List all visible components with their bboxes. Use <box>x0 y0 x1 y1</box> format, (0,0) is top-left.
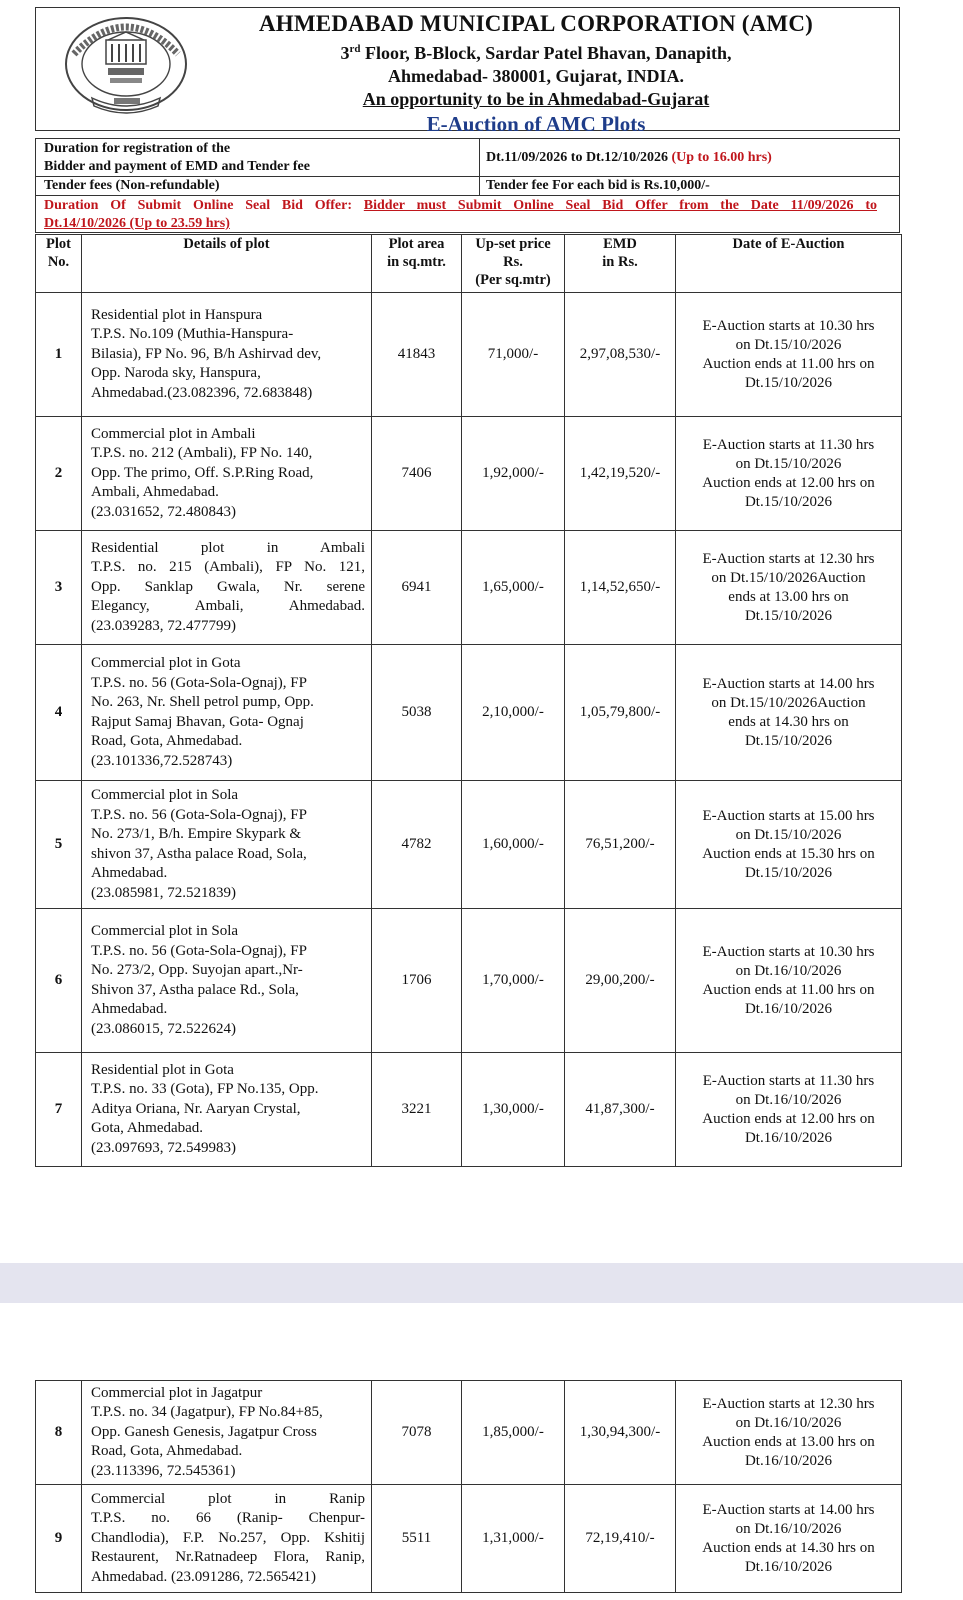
auction-date-line: E-Auction starts at 12.30 hrs <box>702 550 875 567</box>
table-row <box>36 1381 902 1485</box>
plot-area: 3221 <box>372 1053 462 1167</box>
plot-details <box>82 1485 372 1593</box>
plot-area: 6941 <box>372 531 462 645</box>
plot-details <box>82 531 372 645</box>
plot-details-line: T.P.S. no. 34 (Jagatpur), FP No.84+85, <box>91 1404 323 1421</box>
plot-details-line: T.P.S. no. 66 (Ranip- Chenpur- <box>91 1510 365 1527</box>
plot-details <box>82 1053 372 1167</box>
org-title: AHMEDABAD MUNICIPAL CORPORATION (AMC) <box>258 11 814 36</box>
upset-price: 1,30,000/- <box>462 1053 565 1167</box>
auction-date-line: on Dt.16/10/2026 <box>735 1091 842 1108</box>
plot-details-line: (23.086015, 72.522624) <box>91 1020 236 1037</box>
plot-number: 3 <box>36 531 82 645</box>
auction-date-line: on Dt.16/10/2026 <box>735 1414 842 1431</box>
emd-amount: 29,00,200/- <box>565 909 676 1053</box>
plot-details-line: (23.039283, 72.477799) <box>91 617 236 634</box>
plot-details-line: Gota, Ahmedabad. <box>91 1120 204 1137</box>
auction-date <box>676 293 902 417</box>
registration-label-line-2: Bidder and payment of EMD and Tender fee <box>44 159 310 174</box>
plot-details-line: T.P.S. no. 56 (Gota-Sola-Ognaj), FP <box>91 674 307 691</box>
auction-date-line: Dt.16/10/2026 <box>744 1129 833 1146</box>
tender-value: Tender fee For each bid is Rs.10,000/- <box>486 178 710 193</box>
plot-details-line: No. 263, Nr. Shell petrol pump, Opp. <box>91 694 314 710</box>
tagline: An opportunity to be in Ahmedabad-Gujarat <box>362 89 710 109</box>
address-line-1: 3rd Floor, B-Block, Sardar Patel Bhavan, Danapith, <box>340 43 732 63</box>
plot-details-line: Opp. Naroda sky, Hanspura, <box>91 365 261 382</box>
col-plot-no: Plot No. <box>36 235 82 293</box>
auction-date-line: on Dt.15/10/2026 <box>735 455 842 472</box>
emd-amount: 72,19,410/- <box>565 1485 676 1593</box>
plot-details-line: Opp. The primo, Off. S.P.Ring Road, <box>91 464 314 481</box>
auction-date <box>676 1381 902 1485</box>
auction-date-line: on Dt.16/10/2026 <box>735 1520 842 1537</box>
plot-area: 5038 <box>372 645 462 781</box>
col-auction-date: Date of E-Auction <box>676 235 902 293</box>
seal-bid-cell <box>35 195 900 233</box>
plot-area: 1706 <box>372 909 462 1053</box>
plot-details-line: T.P.S. no. 215 (Ambali), FP No. 121, <box>91 559 365 576</box>
auction-date-line: E-Auction starts at 15.00 hrs <box>702 807 875 824</box>
auction-date <box>676 645 902 781</box>
plot-details-line: No. 273/2, Opp. Suyojan apart.,Nr- <box>91 962 303 978</box>
tender-label: Tender fees (Non-refundable) <box>44 178 220 193</box>
emd-amount: 1,30,94,300/- <box>565 1381 676 1485</box>
auction-date-line: Dt.15/10/2026 <box>744 864 833 881</box>
auction-date <box>676 1053 902 1167</box>
table-row <box>36 1485 902 1593</box>
upset-price: 1,70,000/- <box>462 909 565 1053</box>
auction-date-line: on Dt.15/10/2026Auction <box>711 694 866 711</box>
plot-number: 2 <box>36 417 82 531</box>
auction-date-line: Dt.16/10/2026 <box>744 1558 833 1575</box>
upset-price: 1,60,000/- <box>462 781 565 909</box>
plot-details-line: Bilasia), FP No. 96, B/h Ashirvad dev, <box>91 345 322 362</box>
table-row <box>36 293 902 417</box>
auction-date-line: Dt.15/10/2026 <box>744 607 833 624</box>
auction-date-line: on Dt.16/10/2026 <box>735 962 842 979</box>
plot-area: 4782 <box>372 781 462 909</box>
auction-date <box>676 781 902 909</box>
auction-date <box>676 1485 902 1593</box>
auction-date-line: Dt.15/10/2026 <box>744 493 833 510</box>
plot-details-line: (23.101336,72.528743) <box>91 752 233 769</box>
plot-details-line: T.P.S. no. 56 (Gota-Sola-Ognaj), FP <box>91 806 307 823</box>
plot-details-line: Commercial plot in Sola <box>91 923 239 939</box>
registration-value-cell <box>479 138 900 177</box>
plot-details-line: Opp. Ganesh Genesis, Jagatpur Cross <box>91 1423 317 1440</box>
page-break-gap <box>0 1263 963 1303</box>
upset-price: 1,92,000/- <box>462 417 565 531</box>
plot-details-line: T.P.S. No.109 (Muthia-Hanspura- <box>91 326 294 343</box>
auction-date-line: E-Auction starts at 14.00 hrs <box>702 675 875 692</box>
auction-date-line: Auction ends at 15.30 hrs on <box>702 845 875 862</box>
auction-date-line: Dt.15/10/2026 <box>744 374 833 391</box>
plots-table-continued <box>35 1380 902 1593</box>
plot-details-line: Shivon 37, Astha palace Rd., Sola, <box>91 981 299 998</box>
plot-details-line: Commercial plot in Gota <box>91 655 241 671</box>
emd-amount: 41,87,300/- <box>565 1053 676 1167</box>
plot-details-line: (23.031652, 72.480843) <box>91 503 236 520</box>
plot-area: 5511 <box>372 1485 462 1593</box>
auction-date-line: Auction ends at 12.00 hrs on <box>702 474 875 491</box>
plot-details-line: Commercial plot in Jagatpur <box>91 1384 263 1401</box>
auction-date-line: Auction ends at 11.00 hrs on <box>702 355 875 372</box>
auction-date-line: Auction ends at 12.00 hrs on <box>702 1110 875 1127</box>
auction-date-line: Auction ends at 13.00 hrs on <box>702 1433 875 1450</box>
plot-details-line: Rajput Samaj Bhavan, Gota- Ognaj <box>91 713 304 730</box>
plot-details-line: Restaurent, Nr.Ratnadeep Flora, Ranip, <box>91 1549 365 1566</box>
plot-number: 8 <box>36 1381 82 1485</box>
plot-area: 7406 <box>372 417 462 531</box>
plot-details <box>82 293 372 417</box>
auction-date-line: on Dt.15/10/2026 <box>735 336 842 353</box>
auction-date-line: Dt.15/10/2026 <box>744 732 833 749</box>
auction-date-line: Dt.16/10/2026 <box>744 1452 833 1469</box>
auction-date <box>676 909 902 1053</box>
plot-details-line: (23.113396, 72.545361) <box>91 1462 236 1479</box>
plot-details-line: Ahmedabad. (23.091286, 72.565421) <box>91 1568 316 1585</box>
table-row <box>36 909 902 1053</box>
address-line-2: Ahmedabad- 380001, Gujarat, INDIA. <box>387 66 684 86</box>
upset-price: 71,000/- <box>462 293 565 417</box>
auction-date-line: on Dt.15/10/2026Auction <box>711 569 866 586</box>
plot-details-line: T.P.S. no. 212 (Ambali), FP No. 140, <box>91 445 313 462</box>
info-block <box>35 138 900 235</box>
plot-details-line: Chandlodia), F.P. No.257, Opp. Kshitij <box>91 1529 365 1546</box>
registration-label-line-1: Duration for registration of the <box>44 141 231 156</box>
plot-details-line: Ahmedabad.(23.082396, 72.683848) <box>91 384 313 401</box>
upset-price: 2,10,000/- <box>462 645 565 781</box>
plot-details-line: Opp. Sanklap Gwala, Nr. serene <box>91 578 365 595</box>
plot-number: 6 <box>36 909 82 1053</box>
plot-details <box>82 781 372 909</box>
seal-bid-text-2: Dt.14/10/2026 (Up to 23.59 hrs) <box>44 216 230 231</box>
plot-details-line: Commercial plot in Ambali <box>91 425 256 442</box>
tender-value-cell <box>479 176 900 196</box>
col-upset-price: Up-set price Rs. (Per sq.mtr) <box>462 235 565 293</box>
emd-amount: 76,51,200/- <box>565 781 676 909</box>
emd-amount: 1,42,19,520/- <box>565 417 676 531</box>
tender-label-cell <box>35 176 480 196</box>
plot-details <box>82 1381 372 1485</box>
plot-details-line: Ambali, Ahmedabad. <box>91 484 219 501</box>
table-row <box>36 1053 902 1167</box>
plot-details-line: Residential plot in Hanspura <box>91 306 263 323</box>
auction-date-line: E-Auction starts at 11.30 hrs <box>702 1072 875 1089</box>
plot-details-line: Aditya Oriana, Nr. Aaryan Crystal, <box>91 1100 301 1117</box>
amc-seal-logo <box>62 14 190 118</box>
table-row <box>36 781 902 909</box>
auction-date <box>676 531 902 645</box>
plot-details-line: (23.097693, 72.549983) <box>91 1139 236 1156</box>
plot-details-line: Ahmedabad. <box>91 1001 168 1017</box>
plot-details <box>82 909 372 1053</box>
auction-date-line: E-Auction starts at 10.30 hrs <box>702 943 875 960</box>
plot-details-line: T.P.S. no. 56 (Gota-Sola-Ognaj), FP <box>91 942 307 959</box>
plot-details-line: No. 273/1, B/h. Empire Skypark & <box>91 826 301 842</box>
auction-date-line: Auction ends at 14.30 hrs on <box>702 1539 875 1556</box>
table-row <box>36 645 902 781</box>
plot-details-line: Residential plot in Gota <box>91 1061 234 1078</box>
auction-date-line: Auction ends at 11.00 hrs on <box>702 981 875 998</box>
notice-header <box>35 7 900 136</box>
col-details: Details of plot <box>82 235 372 293</box>
upset-price: 1,31,000/- <box>462 1485 565 1593</box>
plot-details-line: Residential plot in Ambali <box>91 539 365 556</box>
auction-date-line: E-Auction starts at 12.30 hrs <box>702 1395 875 1412</box>
plot-number: 9 <box>36 1485 82 1593</box>
upset-price: 1,65,000/- <box>462 531 565 645</box>
emd-amount: 1,05,79,800/- <box>565 645 676 781</box>
col-emd: EMD in Rs. <box>565 235 676 293</box>
emd-amount: 1,14,52,650/- <box>565 531 676 645</box>
plot-area: 41843 <box>372 293 462 417</box>
registration-label-cell <box>35 138 480 177</box>
seal-bid-label: Duration Of Submit Online Seal Bid Offer: <box>44 198 352 213</box>
plot-number: 5 <box>36 781 82 909</box>
plot-number: 1 <box>36 293 82 417</box>
plot-details-line: T.P.S. no. 33 (Gota), FP No.135, Opp. <box>91 1081 319 1098</box>
auction-date-line: ends at 14.30 hrs on <box>728 713 849 730</box>
registration-dates: Dt.11/09/2026 to Dt.12/10/2026 <box>486 150 668 165</box>
auction-date-line: on Dt.15/10/2026 <box>735 826 842 843</box>
upset-price: 1,85,000/- <box>462 1381 565 1485</box>
plot-details-line: Road, Gota, Ahmedabad. <box>91 1443 243 1460</box>
table-row <box>36 417 902 531</box>
plot-area: 7078 <box>372 1381 462 1485</box>
seal-bid-text-1: Bidder must Submit Online Seal Bid Offer from the Date 11/09/2026 to <box>363 198 877 213</box>
plot-details-line: shivon 37, Astha palace Road, Sola, <box>91 845 307 862</box>
notice-subtitle: E-Auction of AMC Plots <box>426 112 646 136</box>
auction-date-line: E-Auction starts at 10.30 hrs <box>702 317 875 334</box>
plot-number: 4 <box>36 645 82 781</box>
table-header-row <box>36 235 902 293</box>
auction-date <box>676 417 902 531</box>
auction-date-line: E-Auction starts at 11.30 hrs <box>702 436 875 453</box>
plot-number: 7 <box>36 1053 82 1167</box>
table-row <box>36 531 902 645</box>
plot-details-line: Ahmedabad. <box>91 865 168 881</box>
plot-details-line: (23.085981, 72.521839) <box>91 884 236 901</box>
registration-deadline: (Up to 16.00 hrs) <box>668 150 772 165</box>
emd-amount: 2,97,08,530/- <box>565 293 676 417</box>
auction-date-line: E-Auction starts at 14.00 hrs <box>702 1501 875 1518</box>
plots-table <box>35 234 902 1167</box>
plot-details <box>82 645 372 781</box>
auction-date-line: Dt.16/10/2026 <box>744 1000 833 1017</box>
plot-details-line: Commercial plot in Sola <box>91 787 239 803</box>
auction-date-line: ends at 13.00 hrs on <box>728 588 849 605</box>
col-plot-area: Plot area in sq.mtr. <box>372 235 462 293</box>
plot-details-line: Elegancy, Ambali, Ahmedabad. <box>91 598 365 615</box>
plot-details-line: Commercial plot in Ranip <box>91 1490 365 1507</box>
plot-details <box>82 417 372 531</box>
plot-details-line: Road, Gota, Ahmedabad. <box>91 733 243 749</box>
